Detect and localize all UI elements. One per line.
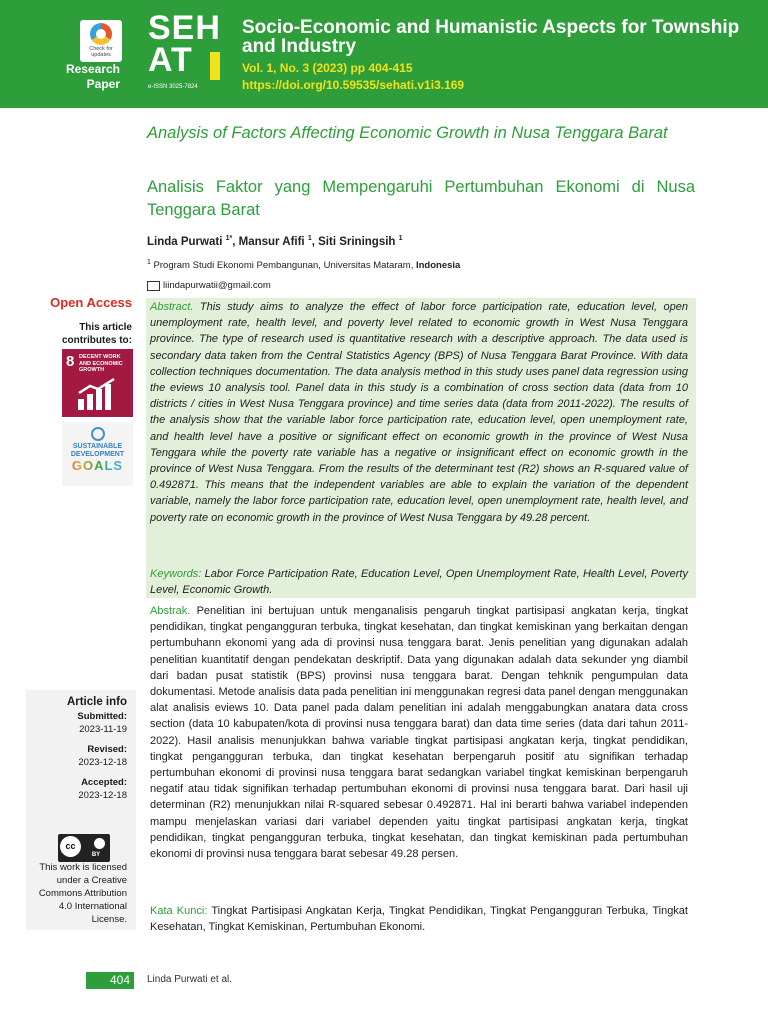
sdg-logo-line1: SUSTAINABLE	[72, 443, 123, 450]
sdg-logo-line2: DEVELOPMENT	[70, 451, 125, 458]
revised-label: Revised:	[87, 744, 127, 755]
corresponding-email	[147, 279, 271, 292]
abstract-text: This study aims to analyze the effect of labor force participation rate, education level, open unemployment rate, health level, and poverty level related to economic growth in West Nusa Tenggara province. The type of research used is quantitative research with a descriptive approach. The data used is secondary data taken from the Central Statistics Agency (BPS) of Nusa Tenggara Barat Province. With data collection techniques documentation. The data analysis method in this study uses panel data regression using the eviews 10 analysis tool. Panel data in this study is a combination of cross section data (data from 10 districts / cities in West Nusa Tenggara province) and time series data (data from 2011-2022). The results of the analysis show that the variable labor force participation rate, education level, open unemployment rate, and health level have a positive or significant effect on economic growth in the province of West Nusa Tenggara while the poverty rate variable has a negative or insignificant effect on economic growth in the province of West Nusa Tenggara. From the results of the determinant test (R2) shows an R-squared value of 0.492871. This means that the independent variables are able to explain the variation of the dependent variable, namely the labor force participation rate, education level, open unemployment rate, health level, and poverty rate on economic growth in the province of West Nusa Tenggara by 49.28 percent.	[150, 301, 688, 524]
submitted-date: 2023-11-19	[79, 724, 127, 735]
kata-kunci-text: Tingkat Partisipasi Angkatan Kerja, Tingkat Pendidikan, Tingkat Pengangguran Terbuka, Tingkat Kesehatan, Tingkat Kemiskinan, Pertumbuhan Ekonomi.	[150, 905, 688, 934]
sdg8-label: DECENT WORK AND ECONOMIC GROWTH	[79, 354, 123, 373]
affiliation-sup: 1	[147, 259, 151, 266]
journal-volume: Vol. 1, No. 3 (2023) pp 404-415	[242, 61, 413, 75]
growth-chart-icon	[76, 377, 120, 411]
title-indonesian: Analisis Faktor yang Mempengaruhi Pertumbuhan Ekonomi di Nusa Tenggara Barat	[147, 178, 695, 219]
by-label: BY	[91, 852, 101, 858]
keywords-label: Keywords:	[150, 568, 202, 580]
open-access-label: Open Access	[50, 295, 132, 310]
sehati-logo	[148, 9, 226, 94]
doi-link[interactable]: https://doi.org/10.59535/sehati.v1i3.169	[242, 78, 465, 92]
running-author: Linda Purwati et al.	[147, 974, 233, 985]
author-sup: 1	[307, 235, 312, 242]
person-icon	[94, 838, 105, 849]
abstrak-text: Penelitian ini bertujuan untuk menganalisis pengaruh tingkat partisipasi angkatan kerja, tingkat pendidikan, tingkat pengangguran terbuka, tingkat kesehatan, dan tingkat kemiskinan yang berkaitan dengan pertumbuhann ekonomi yang ada di provinsi nusa tenggara barat. Jenis penelitian yang digunakan adalah penelitian kuantitatif dengan pendekatan deskriptif. Data yang digunakan adalah data sekunder yng diambil dari badan pusat statistik (BPS) provinsi nusa tenggara barat. Dengan tehknik pengumpulan data dokumentasi. Metode analisis data pada penelitian ini menggunakan regresi data panel dengan menggunakan alat analisis eviews 10. Data panel pada dalam penelitian ini adalah menggabungkan anatara data cross section (data 10 kabupaten/kota di provinsi nusa tenggara barat) dan data time series (data dari tahun 2011-2022). Hasil analisis menunjukkan bahwa variable tingkat partisipasi angkatan kerja, tingkat pendidikan, tingkat pengangguran terbuka, dan tingkat kesehatan berpengaruh positif atu signifikan terhadap pertumbuhan ekonomi di provinsi nusa tenggara barat sedangkan variabel tingkat kemiskinan berpengaruh negatif atau tidak signifikan terhadap pertumbuhan ekonomi di provinsi nusa tenggara barat. Dari hasil uji determinan (R2) menunjukkan nilai R-squared sebesar 0.492871. Hal ini berarti bahwa variabel independen mampu menjelaskan variasi dari variabel dependen yaitu tingkat partisipasi angkatan kerja, tingkat pendidikan, tingkat pengangguran terbuka, tingkat kesehatan, dan tingkat kemiskinan pada pertumbuhan ekonomi di provinsi nusa tenggara barat sebesar 49.28 persen.	[150, 605, 688, 861]
crossmark-icon	[90, 23, 112, 45]
author-sep: ,	[311, 235, 319, 248]
author-name[interactable]: Mansur Afifi	[238, 235, 308, 248]
accepted-date: 2023-12-18	[78, 790, 127, 801]
abstract-label: Abstract.	[150, 301, 194, 313]
author-sup: 1	[398, 235, 403, 242]
affiliation-text: Program Studi Ekonomi Pembangunan, Universitas Mataram,	[150, 260, 416, 272]
submitted-label: Submitted:	[77, 711, 127, 722]
author-sup: 1*	[225, 235, 233, 242]
sdg-logo[interactable]	[62, 422, 133, 486]
revised-date: 2023-12-18	[78, 757, 127, 768]
journal-title: Socio-Economic and Humanistic Aspects for Township and Industry	[242, 17, 740, 57]
article-info-heading: Article info	[66, 696, 127, 708]
abstrak-label: Abstrak.	[150, 605, 191, 617]
author-list	[147, 231, 403, 250]
title-english: Analysis of Factors Affecting Economic Growth in Nusa Tenggara Barat	[147, 124, 668, 142]
kata-kunci-label: Kata Kunci:	[150, 905, 208, 917]
logo-i-bar	[210, 52, 220, 80]
badge-text: Check for updates	[89, 46, 113, 58]
accepted-label: Accepted:	[81, 777, 127, 788]
check-for-updates-badge[interactable]	[80, 20, 122, 62]
keywords-text: Labor Force Participation Rate, Education Level, Open Unemployment Rate, Health Level, Poverty Level, Economic Growth.	[150, 568, 688, 597]
author-name[interactable]: Siti Sriningsih	[318, 235, 399, 248]
article-type-line1: Research	[65, 62, 120, 76]
article-type	[40, 62, 120, 92]
author-name[interactable]: Linda Purwati	[147, 235, 226, 248]
article-type-line2: Paper	[86, 77, 120, 91]
contributes-label: This article contributes to:	[62, 322, 132, 346]
sdg-logo-line3: GOALS	[62, 459, 133, 473]
page-number: 404	[86, 972, 134, 989]
envelope-icon	[147, 281, 160, 291]
sdg8-tile[interactable]	[62, 349, 133, 417]
abstract-indonesian	[150, 603, 688, 862]
keywords-indonesian	[150, 903, 688, 935]
affiliation	[147, 256, 460, 272]
affiliation-country: Indonesia	[415, 260, 461, 272]
cc-by-license-icon[interactable]	[58, 834, 110, 862]
logo-line2: AT	[148, 41, 193, 79]
email-address[interactable]: liindapurwatii@gmail.com	[163, 280, 271, 291]
author-sep: ,	[232, 235, 239, 248]
logo-issn: e-ISSN 3025-7824	[148, 84, 198, 90]
logo-line1: SEH	[148, 9, 221, 47]
sdg8-number: 8	[66, 353, 75, 370]
cc-icon: cc	[60, 836, 81, 857]
license-text: This work is licensed under a Creative Commons Attribution 4.0 International License.	[38, 862, 127, 925]
journal-header	[0, 0, 768, 108]
article-info	[30, 695, 127, 802]
un-globe-icon	[91, 427, 105, 441]
abstract-english	[150, 299, 688, 526]
keywords-english	[150, 566, 688, 598]
